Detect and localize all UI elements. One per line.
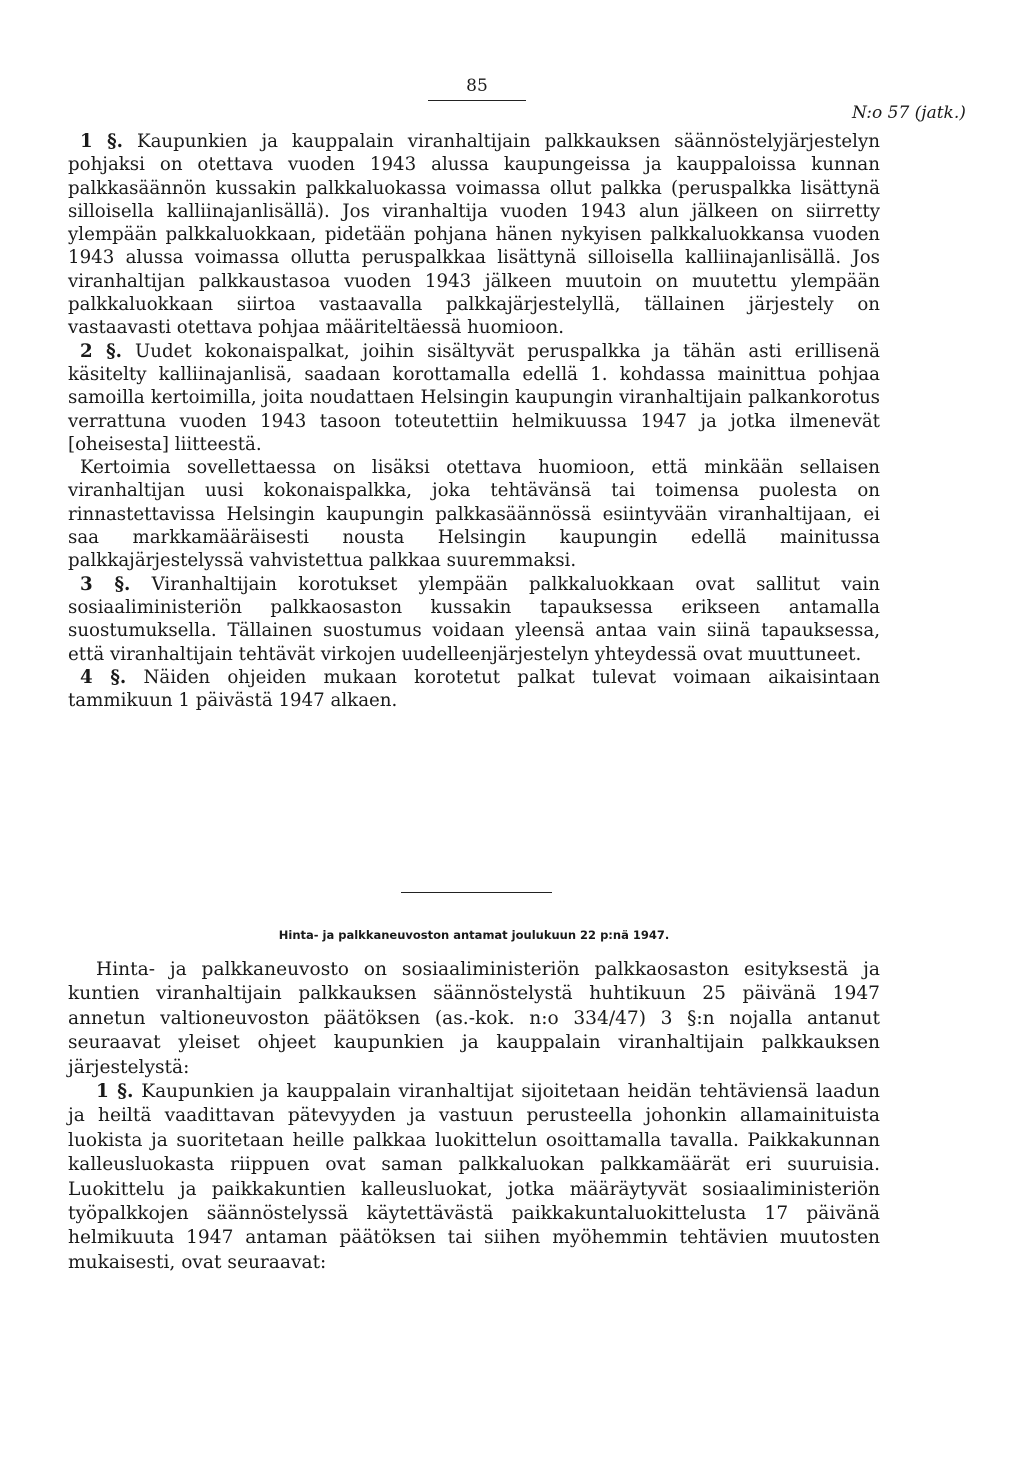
page-number: 85	[466, 76, 488, 96]
section-heading: Hinta- ja palkkaneuvoston antamat joulukuun 22 p:nä 1947.	[278, 928, 670, 942]
paragraph-text: Hinta- ja palkkaneuvosto on sosiaaliministeriön palkkaosaston esityksestä ja kuntien viranhaltijain palkkauksen säännöstelystä huhtikuun 25 päivänä 1947 annetun valtioneuvoston päätöksen (as.-kok. n:o 334/47) 3 §:n nojalla antanut seuraavat yleiset ohjeet kaupunkien ja kauppalain viranhaltijain palkkauksen järjestelystä:	[68, 959, 880, 1078]
paragraph-text: Uudet kokonaispalkat, joihin sisältyvät peruspalkka ja tähän asti erillisenä käsitelty kalliinajanlisä, saadaan korottamalla edellä 1. kohdassa mainittua pohjaa samoilla kertoimilla, joita noudattaen Helsingin kaupungin viranhaltijain palkankorotus verrattuna vuoden 1943 tasoon toteutettiin helmikuussa 1947 ja jotka ilmenevät [oheisesta] liitteestä.	[68, 340, 880, 455]
section-number: 1 §.	[96, 1081, 134, 1103]
section-1-body	[68, 130, 880, 712]
paragraph	[68, 666, 880, 713]
paragraph	[68, 456, 880, 572]
paragraph	[68, 958, 880, 1080]
page-number-rule	[428, 100, 526, 101]
section-number: 2 §.	[80, 340, 123, 362]
paragraph	[68, 1080, 880, 1275]
section-number: 3 §.	[80, 573, 131, 595]
section-divider	[401, 892, 552, 893]
paragraph-text: Kaupunkien ja kauppalain viranhaltijain palkkauksen säännöstelyjärjestelyn pohjaksi on otettava vuoden 1943 alussa kaupungeissa ja kauppaloissa kunnan palkkasäännön kussakin palkkaluokassa voimassa ollut palkka (peruspalkka lisättynä silloisella kalliinajanlisällä). Jos viranhaltija vuoden 1943 alun jälkeen on siirretty ylempään palkkaluokkaan, pidetään pohjana hänen nykyisen palkkaluokkansa vuoden 1943 alussa voimassa ollutta peruspalkkaa lisättynä silloisella kalliinajanlisällä. Jos viranhaltijan palkkaustasoa vuoden 1943 jälkeen muutoin on muutettu ylempään palkkaluokkaan siirtoa vastaavalla palkkajärjestelyllä, tällainen järjestely on vastaavasti otettava pohjaa määriteltäessä huomioon.	[68, 131, 880, 339]
section-2-body	[68, 958, 880, 1275]
section-number: 4 §.	[80, 666, 127, 688]
paragraph-text: Kaupunkien ja kauppalain viranhaltijat sijoitetaan heidän tehtäviensä laadun ja heiltä vaadittavan pätevyyden ja vastuun perusteella johonkin allamainituista luokista ja suoritetaan heille palkkaa luokittelun osoittamalla tavalla. Paikkakunnan kalleusluokasta riippuen ovat saman palkkaluokan palkkamäärät eri suuruisia. Luokittelu ja paikkakuntien kalleusluokat, jotka määräytyvät sosiaaliministeriön työpalkkojen säännöstelyssä käytettävästä paikkakuntaluokittelusta 17 päivänä helmikuuta 1947 antaman päätöksen tai siihen myöhemmin tehtävien muutosten mukaisesti, ovat seuraavat:	[68, 1081, 880, 1273]
paragraph-text: Näiden ohjeiden mukaan korotetut palkat tulevat voimaan aikaisintaan tammikuun 1 päivästä 1947 alkaen.	[68, 666, 880, 712]
section-number: 1 §.	[80, 131, 124, 152]
paragraph	[68, 573, 880, 666]
paragraph-text: Kertoimia sovellettaessa on lisäksi otettava huomioon, että minkään sellaisen viranhaltijan uusi kokonaispalkka, joka tehtävänsä tai toimensa puolesta on rinnastettavissa Helsingin kaupungin palkkasäännössä esiintyvään viranhaltijaan, ei saa markkamääräisesti nousta Helsingin kaupungin edellä mainitussa palkkajärjestelyssä vahvistettua palkkaa suuremmaksi.	[68, 457, 880, 572]
paragraph	[68, 130, 880, 340]
paragraph-text: Viranhaltijain korotukset ylempään palkkaluokkaan ovat sallitut vain sosiaaliministeriön palkkaosaston kussakin tapauksessa erikseen antamalla suostumuksella. Tällainen suostumus voidaan yleensä antaa vain siinä tapauksessa, että viranhaltijain tehtävät virkojen uudelleenjärjestelyn yhteydessä ovat muuttuneet.	[68, 573, 880, 665]
continuation-note: N:o 57 (jatk.)	[852, 103, 966, 123]
paragraph	[68, 340, 880, 456]
